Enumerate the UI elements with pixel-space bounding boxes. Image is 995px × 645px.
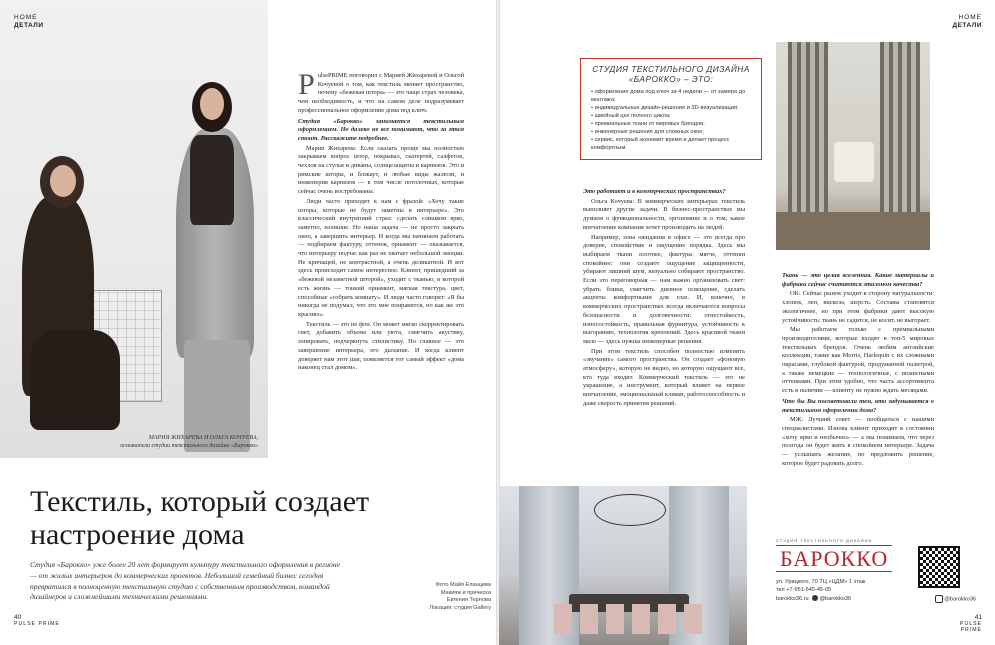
phone[interactable]: тел +7-951-545-45-05 <box>776 587 832 594</box>
address: ул. Урицкого, 70 ТЦ «ЦДМ» 1 этаж <box>776 579 866 585</box>
curtain-photo <box>776 42 930 250</box>
page-number-right: 41 PULSE PRIME <box>959 614 982 633</box>
answer-2: Ольга Кочуева: В коммерческих интерьерах текстиль выполняет другие задачи. В бизнес-пространствах мы думаем о функциональности, эргономике и о том, какое впечатление компания хочет производить на людей. <box>583 197 745 231</box>
answer-4: МЖ: Лучший совет — пообщаться с нашими специалистами. Изнова клиент приходит в состоянии «хочу ярко и необычно» — а мы понимаем, что через полгода он будет жить в спокойном интерьере. Задача — услышать желание, но предложить решение, которое будет радовать долго. <box>782 416 934 467</box>
contact-info <box>776 578 976 604</box>
website-link[interactable]: barokko36.ru <box>776 595 809 602</box>
lead-paragraph: Студия «Барокко» уже более 20 лет формирует культуру текстильного оформления в регионе — от жилых интерьеров до коммерческих проектов. Небольшой семейный бизнес сегодня превратился в полноценную текстильную студию с собственным производством, командой дизайнеров и сложнейшими техническими решениями. <box>30 560 340 602</box>
studio-features-box <box>580 58 762 160</box>
list-item: • индивидуальные дизайн-решения и 3D-визуализация; <box>591 105 753 113</box>
article-column-1 <box>298 68 464 374</box>
answer-2b: Например, зона ожидания в офисе — это всегда про доверие, спокойствие и ощущение порядка. Здесь мы выбираем ткани плотнее, фактуры мягче, оттенки спокойнее: они создают ощущение защищенности, убирают лишний шум, визуально собирают пространство. Если это переговорная — нам важно организовать свет: убрать блики, смягчить дневное освещение, сделать акценты комфортными для глаз. И, конечно, в коммерческих пространствах всегда включаются вопросы безопасности и долговечности: огнестойкость, износостойкость, правильная фурнитура, устойчивость к выгоранию, технология креплений. Здесь красивой ткани мало — здесь нужны инженерные решения. <box>583 233 745 345</box>
page-number-left: 40 PULSE PRIME <box>14 614 60 627</box>
section-label <box>14 14 44 31</box>
intro-paragraph: ulsePRIME поговорил с Марией Жихаревой и Ольгой Кочуевой о том, как текстиль меняет пространство, почему «бежевая штора» — это чаще страх человека, чем необходимость, и что на самом деле подразумевает профессиональное оформление дома под ключ. <box>298 72 464 114</box>
list-item: • сервис, который экономит время и делает процесс комфортным. <box>591 137 753 153</box>
features-list <box>589 89 753 153</box>
dropcap: P <box>298 68 315 101</box>
section-bottom: ДЕТАЛИ <box>14 22 44 30</box>
answer-1b: Люди часто приходят к нам с фразой: «Хочу такие шторы, которые не будут заметны в интерьере». Это классический внутренний страх: сделать слишком ярко, заметно, излишне. Но наша задача — не просто закрыть окно, а завершить интерьер. И когда мы начинаем работать — подбираем фактуру, оттенок, орнамент — оказывается, что интерьеру подчас как раз не хватает небольшой эмоции. Не кричащей, не контрастной, а очень деликатной. И вот здесь происходит самое интересное. Клиент, пришедший за «бежевой незаметной шторой», уходит с тканью, в которой есть жизнь — тонкий орнамент, мягкая текстура, цвет, способные «собрать комнату». И люди часто говорят: «Я бы никогда не подумал, что это мне понравится, но как же это красиво». <box>298 197 464 318</box>
article-column-2 <box>583 186 745 410</box>
section-label-right: HOME ДЕТАЛИ <box>952 14 982 30</box>
list-item: • инженерные решения для сложных окон; <box>591 129 753 137</box>
magazine-name: PULSE PRIME <box>14 621 60 627</box>
headline: Текстиль, который создает настроение дома <box>30 485 370 551</box>
caption-name: МАРИЯ ЖИХАРЕВА И ОЛЬГА КОЧУЕВА, <box>148 435 258 441</box>
section-top: HOME <box>14 14 38 21</box>
list-item: • оформление дома под ключ за 4 недели — от замера до монтажа; <box>591 89 753 105</box>
answer-2c: При этом текстиль способен полностью изменить «звучание» самого пространства. Он создает «фоновую атмосферу», которую не видно, но которую ощущают все, кто туда входит. Коммерческий текстиль — это не украшение, а инструмент, который влияет на первое впечатление, эмоциональный климат, работоспособность и даже скорость принятия решений. <box>583 347 745 407</box>
portrait-photo <box>0 0 268 458</box>
question-4: Что бы Вы посоветовали тем, кто задумывается о текстильном оформлении дома? <box>782 397 934 414</box>
dining-room-photo <box>499 486 747 645</box>
instagram-icon[interactable] <box>935 595 943 603</box>
answer-1: Мария Жихарева: Если сказать проще мы полностью закрываем вопрос штор, покрывал, скатертей, салфеток, чехлов на стулья и диваны, солнцезащиты и карнизов. Это и римские шторы, и блэкаут, и любые виды жалюзи, и инженерия карнизов — в том числе потолочных, которые сейчас очень востребованы. <box>298 144 464 196</box>
barokko-logo: БАРОККО <box>776 545 892 572</box>
question-1: Студия «Барокко» занимается текстильным оформлением. Но далеко не все понимают, что за этим стоит. Расскажите подробнее. <box>298 117 464 142</box>
box-title: СТУДИЯ ТЕКСТИЛЬНОГО ДИЗАЙНА «БАРОККО» – ЭТО: <box>592 64 750 84</box>
caption-role: основатели студии текстильного дизайна «Барокко» <box>120 442 258 449</box>
question-3: Ткань — это целая вселенная. Какие материалы и фабрики сейчас считаются эталоном качества? <box>782 272 934 288</box>
article-column-3 <box>782 270 934 469</box>
list-item: • швейный цех полного цикла; <box>591 113 753 121</box>
vk-icon[interactable] <box>812 595 818 601</box>
logo-tagline: СТУДИЯ ТЕКСТИЛЬНОГО ДИЗАЙНА <box>776 538 873 543</box>
vk-handle[interactable]: @barokko36 <box>819 595 852 602</box>
photo-caption <box>90 435 258 450</box>
question-2: Это работает и в коммерческих пространствах? <box>583 188 726 195</box>
instagram-handle[interactable]: @barokko36 <box>944 596 976 603</box>
photo-credits: Фото Майя Еланцева Макияж и прическа Евгения Тернова Локация: студия Gallery <box>429 582 491 611</box>
list-item: • премиальные ткани от мировых брендов; <box>591 121 753 129</box>
answer-3b: Мы работаем только с премиальными производителями, которые входят в топ-5 мировых текстильных брендов. Очень любим английские коллекции, такие как Morris, Harlequin с их сложными окрасами, глубокой фактурой, продуманной палитрой, а также немецкие — технологичные, с нюансными оттенками. При этом удобно, что часть ассортимента есть в наличии — клиенту не нужно ждать месяцами. <box>782 326 934 395</box>
answer-3: ОК: Сейчас рынок уходит в сторону натуральности: хлопок, лен, вискоза, шерсть. Составы становятся экологичнее, но при этом фабрики дают высокую устойчивость: ткань не садится, не косит, не выгорает. <box>782 290 934 324</box>
answer-1c: Текстиль — это не фон. Он может мягко скорректировать свет, добавить объема или уюта, смягчить акустику, зонировать, подчеркнуть стилистику. Но главное — это завершение интерьера, его дыхание. И когда клиент доверяет нам этот шаг, появляется тот самый эффект «дома наконец стал домом». <box>298 320 464 372</box>
